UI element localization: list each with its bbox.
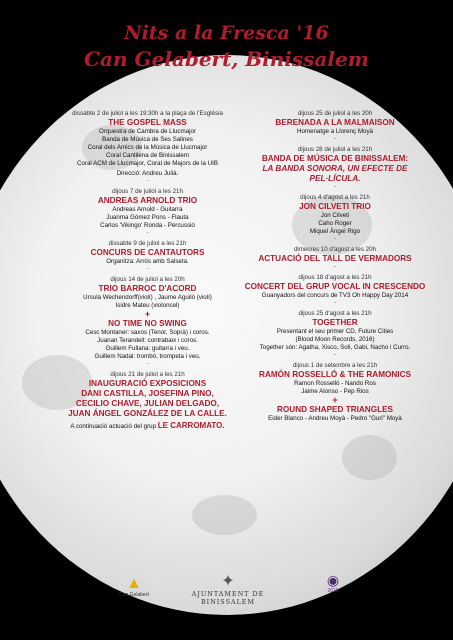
event-line: Presentant el seu primer CD, Future Cities [276, 328, 394, 335]
moon-crater [342, 435, 397, 480]
event-line: Coral dels Amics de la Música de Llucmajor [87, 144, 208, 151]
event-line: Banda de Música de Ses Salines [102, 136, 193, 143]
program-right-column [240, 110, 430, 423]
event-line: Together són: Agatha, Xisco, Soli, Gabi, Nacho i Curro. [259, 344, 411, 351]
separator: - [146, 265, 149, 272]
event-title: ANDREAS ARNOLD TRIO [97, 196, 198, 205]
event-title: THE GOSPEL MASS [108, 118, 187, 127]
event-date: dijous 28 de juliol a les 21h [297, 146, 373, 153]
event-date: dijous 25 d'agost a les 21h [298, 310, 372, 317]
event-date: dissabte 9 de juliol a les 21h [108, 240, 187, 247]
separator: - [146, 177, 149, 184]
event-line: Guillem Fullana: guitarra i veu. [105, 345, 190, 352]
event-date: dijous 18 d'agost a les 21h [298, 274, 372, 281]
event-title: BERENADA A LA MALMAISON [275, 118, 395, 127]
event-line: Eider Blanco - Andreu Moyà - Pedro "Guri" Moyà [268, 415, 402, 422]
portrait-icon: ◉ [326, 572, 340, 588]
can-gelabert-logo [114, 576, 154, 598]
event-line: Homenatge a Llorenç Moyà [296, 128, 373, 135]
plus-separator: + [144, 309, 151, 319]
separator: - [333, 135, 337, 142]
event-title: ROUND SHAPED TRIANGLES [277, 405, 393, 414]
separator: - [146, 229, 149, 236]
event-title: CONCURS DE CANTAUTORS [90, 248, 205, 257]
event-date: dijous 25 de juliol a les 20h [297, 110, 373, 117]
separator: - [333, 351, 337, 358]
separator: - [333, 263, 337, 270]
shell-icon: ✦ [221, 571, 235, 590]
event-line: Caho Roger [318, 220, 352, 227]
event-title: JUAN ÁNGEL GONZÁLEZ DE LA CALLE. [68, 409, 227, 418]
grape-icon: ▲ [126, 575, 142, 592]
event-title: DANI CASTILLA, JOSEFINA PINO, [81, 389, 214, 398]
event-line: Ursula Wechendorff(violí) , Jaume Aguiló (violí) [83, 294, 212, 301]
event-title: TRIO BARROC D'ACORD [98, 284, 197, 293]
event-line: Jon Cilveti [320, 212, 350, 219]
band-name: LE CARROMATO. [157, 421, 225, 430]
event-date: dijous 14 de juliol a les 20h [110, 276, 185, 283]
event-line: Isidre Mateu (violoncel) [115, 302, 180, 309]
event-line: Jaime Alonso - Pep Rios [301, 388, 369, 395]
event-subtitle: LA BANDA SONORA, UN EFECTE DE PEL·LÍCULA. [262, 164, 408, 183]
poster-title: Nits a la Fresca '16 [124, 22, 329, 44]
event-line: Orquestra de Cambra de Llucmajor [99, 128, 196, 135]
can-gelabert-label: Can Gelabert [119, 592, 149, 598]
event-footnote [55, 422, 240, 431]
event-date: dijous 7 de juliol a les 21h [112, 188, 183, 195]
event-line: Juanma Gómez Pons - Flauta [106, 214, 189, 221]
event-date: dijous 4 d'agost a les 21h [300, 194, 370, 201]
event-line: Andreas Arnold - Guitarra [112, 206, 183, 213]
event-title: JON CILVETI TRIO [299, 202, 371, 211]
event-date: dimecres 10 d'agost a les 20h [293, 246, 376, 253]
event-line: Juanan Terandell: contrabaix i coros. [97, 337, 198, 344]
event-title: BANDA DE MÚSICA DE BINISSALEM: [261, 154, 409, 163]
event-footnote-text: A continuació actuació del grup [70, 423, 157, 430]
commemorative-logo [318, 572, 348, 594]
event-title: NO TIME NO SWING [108, 319, 187, 328]
event-title: INAUGURACIÓ EXPOSICIONS [88, 379, 207, 388]
event-line: Direcció: Andreu Julià. [116, 170, 179, 177]
separator: - [146, 360, 149, 367]
event-title: TOGETHER [312, 318, 358, 327]
event-date: dissabte 2 de juliol a les 19:30h a la plaça de l'Església [72, 110, 223, 117]
plus-separator: + [332, 395, 338, 405]
year-label: 2016 [327, 588, 339, 594]
event-line: Ramon Rosselló - Nando Ros [294, 380, 376, 387]
ajuntament-logo [178, 572, 278, 606]
event-line: Cesc Montaner: saxos (Tenor, Soprà) i coros. [85, 329, 210, 336]
event-line: Organitza: Arròs amb Salseta. [106, 258, 189, 265]
separator: - [333, 235, 337, 242]
ajuntament-line1: AJUNTAMENT DE [191, 590, 265, 598]
event-line: Guanyadors del concurs de TV3 Oh Happy Day 2014 [261, 292, 409, 299]
event-title: CECILIO CHAVE, JULIAN DELGADO, [75, 399, 220, 408]
event-title: CONCERT DEL GRUP VOCAL IN CRESCENDO [244, 282, 426, 291]
program-left-column [55, 110, 240, 431]
event-date: dijous 1 de setembre a les 21h [292, 362, 378, 369]
event-date: dijous 21 de juliol a les 21h [110, 371, 185, 378]
event-line: Coral Cantilena de Binissalem [106, 152, 189, 159]
separator: - [333, 299, 337, 306]
separator: - [333, 183, 337, 190]
event-title: ACTUACIÓ DEL TALL DE VERMADORS [258, 254, 412, 263]
event-line: Guillem Nadal: trombó, trompeta i veu. [94, 353, 201, 360]
event-line: Carlos 'Vikingo' Ronda - Percussió [100, 222, 195, 229]
poster-subtitle: Can Gelabert, Binissalem [84, 47, 369, 71]
event-title: RAMÓN ROSSELLÓ & THE RAMONICS [259, 370, 411, 379]
event-line: Miquel Àngel Rigo [309, 228, 361, 235]
sponsor-logos [0, 568, 453, 628]
moon-crater [192, 495, 257, 535]
event-line: Coral ACM de Llucmajor, Coral de Majors de la UIB [77, 160, 218, 167]
event-line: (Blood Moon Records, 2016) [295, 336, 375, 343]
ajuntament-line2: BINISSALEM [200, 598, 256, 606]
